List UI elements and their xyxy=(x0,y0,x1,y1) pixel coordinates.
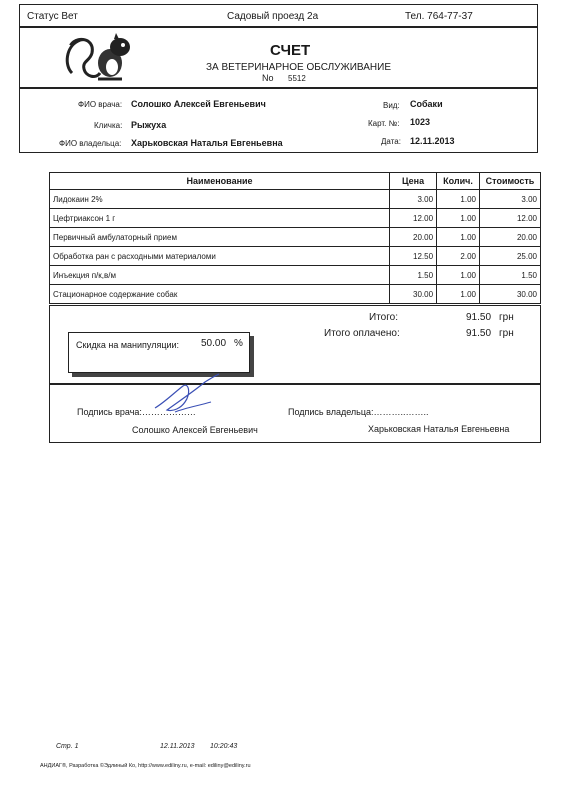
species-label: Вид: xyxy=(383,101,400,110)
paid-currency: грн xyxy=(499,328,514,339)
item-price: 1.50 xyxy=(390,266,437,285)
footer-vendor: АНДИАГ®, Разработка ©Эдлиный Ко, http://www.ediliny.ru, e-mail: ediliny@ediliny.ru xyxy=(40,763,251,769)
paid-value: 91.50 xyxy=(466,328,492,339)
total-label: Итого: xyxy=(369,312,398,323)
table-row xyxy=(50,190,541,209)
item-price: 20.00 xyxy=(390,228,437,247)
footer-date: 12.11.2013 xyxy=(160,743,195,750)
owner-signature-name: Харьковская Наталья Евгеньевна xyxy=(368,424,510,434)
invoice-subtitle: ЗА ВЕТЕРИНАРНОЕ ОБСЛУЖИВАНИЕ xyxy=(206,62,392,73)
item-cost: 25.00 xyxy=(480,247,541,266)
col-qty-header: Колич. xyxy=(437,173,480,190)
paid-label: Итого оплачено: xyxy=(324,328,400,339)
invoice-no-label: No xyxy=(262,73,274,83)
doctor-signature-name: Солошко Алексей Евгеньевич xyxy=(132,425,258,435)
date-label: Дата: xyxy=(381,137,401,146)
table-row xyxy=(50,266,541,285)
doctor-value: Солошко Алексей Евгеньевич xyxy=(131,99,266,109)
date-value: 12.11.2013 xyxy=(410,136,455,146)
footer-time: 10:20:43 xyxy=(210,743,238,750)
pet-value: Рыжуха xyxy=(131,120,167,130)
item-name: Лидокаин 2% xyxy=(50,190,390,209)
doctor-label: ФИО врача: xyxy=(78,100,123,109)
item-cost: 20.00 xyxy=(480,228,541,247)
doctor-signature-label: Подпись врача:……………… xyxy=(77,407,196,417)
owner-label: ФИО владельца: xyxy=(59,139,122,148)
clinic-address: Садовый проезд 2а xyxy=(227,11,319,22)
item-name: Первичный амбулаторный прием xyxy=(50,228,390,247)
card-label: Карт. №: xyxy=(368,119,400,128)
handwritten-signature xyxy=(145,372,235,416)
card-value: 1023 xyxy=(410,117,431,127)
item-price: 30.00 xyxy=(390,285,437,304)
item-name: Стационарное содержание собак xyxy=(50,285,390,304)
item-cost: 30.00 xyxy=(480,285,541,304)
table-header-row xyxy=(50,173,541,190)
item-qty: 1.00 xyxy=(437,266,480,285)
discount-label: Скидка на манипуляции: xyxy=(76,340,180,350)
squirrel-logo-icon xyxy=(62,33,142,85)
items-table xyxy=(49,172,541,304)
discount-value: 50.00 xyxy=(201,338,227,349)
item-cost: 1.50 xyxy=(480,266,541,285)
item-name: Инъекция п/к,в/м xyxy=(50,266,390,285)
item-qty: 1.00 xyxy=(437,228,480,247)
item-qty: 1.00 xyxy=(437,190,480,209)
table-row xyxy=(50,247,541,266)
item-price: 12.50 xyxy=(390,247,437,266)
col-name-header: Наименование xyxy=(50,173,390,190)
clinic-phone: Тел. 764-77-37 xyxy=(405,11,473,22)
item-price: 12.00 xyxy=(390,209,437,228)
col-price-header: Цена xyxy=(390,173,437,190)
owner-signature-label: Подпись владельца:………..…….. xyxy=(288,407,429,417)
table-row xyxy=(50,228,541,247)
total-value: 91.50 xyxy=(466,312,492,323)
item-price: 3.00 xyxy=(390,190,437,209)
pet-label: Кличка: xyxy=(94,121,123,130)
footer-page: Стр. 1 xyxy=(56,743,79,750)
col-cost-header: Стоимость xyxy=(480,173,541,190)
total-currency: грн xyxy=(499,312,514,323)
item-cost: 3.00 xyxy=(480,190,541,209)
clinic-name: Статус Вет xyxy=(27,11,78,22)
invoice-title: СЧЕТ xyxy=(270,42,311,59)
item-cost: 12.00 xyxy=(480,209,541,228)
item-qty: 2.00 xyxy=(437,247,480,266)
item-qty: 1.00 xyxy=(437,209,480,228)
item-name: Обработка ран с расходными материаломи xyxy=(50,247,390,266)
table-row xyxy=(50,209,541,228)
item-name: Цефтриаксон 1 г xyxy=(50,209,390,228)
discount-unit: % xyxy=(234,338,243,349)
species-value: Собаки xyxy=(410,99,443,109)
table-row xyxy=(50,285,541,304)
owner-value: Харьковская Наталья Евгеньевна xyxy=(131,138,283,148)
invoice-no-value: 5512 xyxy=(288,74,306,83)
item-qty: 1.00 xyxy=(437,285,480,304)
